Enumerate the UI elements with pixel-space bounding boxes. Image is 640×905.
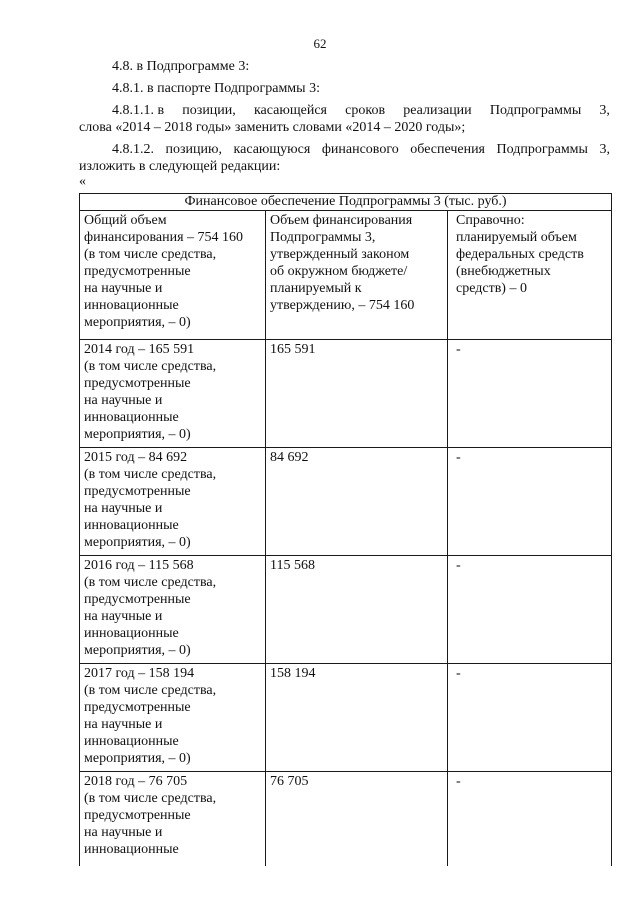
paragraph-4-8-1-1-line2: слова «2014 – 2018 годы» заменить словами «2014 – 2020 годы»;: [79, 120, 466, 135]
row-total-cell: 2014 год – 165 591 (в том числе средства, предусмотренные на научные и инновационные мероприятия, – 0): [80, 340, 266, 448]
word: 3,: [599, 103, 610, 118]
opening-quote: «: [79, 174, 86, 189]
row-approved-cell: 84 692: [266, 448, 448, 556]
paragraph-4-8-1-2-line1: [112, 141, 610, 158]
header-federal-cell: Справочно: планируемый объем федеральных средств (внебюджетных средств) – 0: [448, 211, 612, 340]
header-approved-cell: Объем финансирования Подпрограммы 3, утвержденный законом об окружном бюджете/ планируемый к утверждению, – 754 160: [266, 211, 448, 340]
word: Подпрограммы: [489, 103, 582, 118]
word: 4.8.1.2.: [112, 142, 154, 157]
table-header-row: [80, 211, 612, 340]
paragraph-4-8: 4.8. в Подпрограмме 3:: [112, 59, 250, 74]
word: Подпрограммы: [496, 142, 588, 157]
row-federal-cell: -: [448, 448, 612, 556]
word: реализации: [403, 103, 472, 118]
row-approved-cell: 158 194: [266, 664, 448, 772]
paragraph-4-8-1-1-line1: [112, 102, 610, 119]
table-caption: Финансовое обеспечение Подпрограммы 3 (тыс. руб.): [80, 194, 612, 211]
page-number: 62: [313, 36, 327, 51]
row-federal-cell: -: [448, 772, 612, 866]
table-row: [80, 772, 612, 866]
row-total-cell: 2016 год – 115 568 (в том числе средства, предусмотренные на научные и инновационные мероприятия, – 0): [80, 556, 266, 664]
row-federal-cell: -: [448, 664, 612, 772]
row-total-cell: 2015 год – 84 692 (в том числе средства, предусмотренные на научные и инновационные мероприятия, – 0): [80, 448, 266, 556]
row-federal-cell: -: [448, 556, 612, 664]
word: обеспечения: [410, 142, 486, 157]
row-total-cell: 2018 год – 76 705 (в том числе средства, предусмотренные на научные и инновационные: [80, 772, 266, 866]
word: 4.8.1.1. в: [112, 103, 165, 118]
financing-table: [79, 193, 612, 866]
header-total-cell: Общий объем финансирования – 754 160 (в том числе средства, предусмотренные на научные и инновационные мероприятия, – 0): [80, 211, 266, 340]
table-row: [80, 448, 612, 556]
table-row: [80, 556, 612, 664]
row-federal-cell: -: [448, 340, 612, 448]
word: касающуюся: [233, 142, 311, 157]
word: сроков: [345, 103, 386, 118]
row-approved-cell: 165 591: [266, 340, 448, 448]
word: финансового: [321, 142, 399, 157]
word: касающейся: [253, 103, 327, 118]
word: 3,: [599, 142, 610, 157]
paragraph-4-8-1-2-line2: изложить в следующей редакции:: [79, 159, 281, 174]
table-row: [80, 664, 612, 772]
table-caption-row: [80, 194, 612, 211]
row-total-cell: 2017 год – 158 194 (в том числе средства, предусмотренные на научные и инновационные мероприятия, – 0): [80, 664, 266, 772]
word: позицию,: [165, 142, 222, 157]
row-approved-cell: 115 568: [266, 556, 448, 664]
word: позиции,: [182, 103, 236, 118]
table-row: [80, 340, 612, 448]
paragraph-4-8-1: 4.8.1. в паспорте Подпрограммы 3:: [112, 81, 320, 96]
row-approved-cell: 76 705: [266, 772, 448, 866]
